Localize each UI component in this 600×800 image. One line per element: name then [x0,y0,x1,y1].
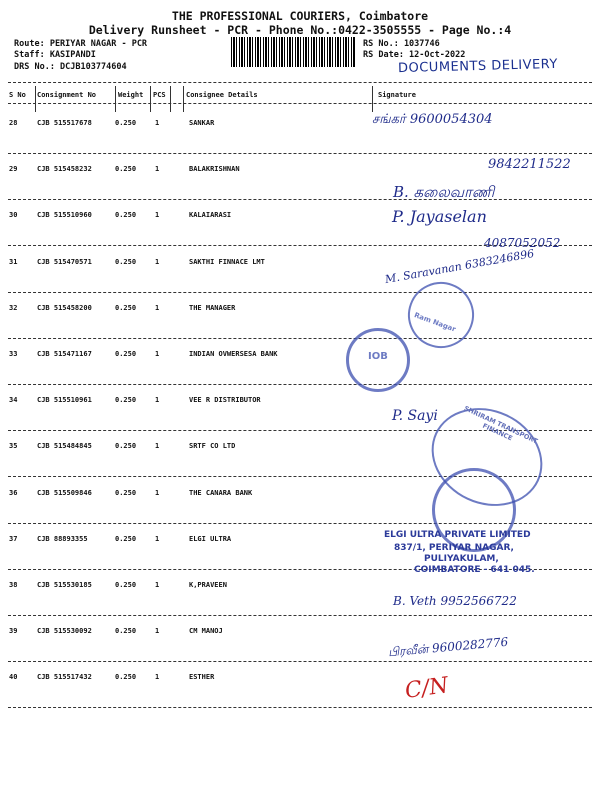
row-weight: 0.250 [115,442,137,451]
row-consignment: CJB 515510961 [37,396,92,405]
documents-delivery-stamp: DOCUMENTS DELIVERY [397,56,559,77]
row-consignment: CJB 515458200 [37,303,92,312]
barcode [231,37,356,67]
row-consignee: KALAIARASI [189,211,232,220]
bank-stamp [399,273,484,358]
row-consignment: CJB 88893355 [37,534,88,543]
row-consignment: CJB 515510960 [37,211,92,220]
row-sno: 35 [9,442,18,451]
row-consignment: CJB 515470571 [37,257,92,266]
row-pcs: 1 [155,119,160,127]
col-sep [372,86,373,112]
signature-31: 4087052052 [484,236,561,250]
row-pcs: 1 [155,673,160,682]
signature-30b: P. Jayaselan [392,207,487,226]
iob-stamp [346,328,410,392]
signature-38: B. Veth 9952566722 [393,594,517,608]
row-consignee: THE MANAGER [189,303,236,312]
company-title: THE PROFESSIONAL COURIERS, Coimbatore [171,9,429,23]
row-weight: 0.250 [115,303,137,312]
row-sno: 30 [9,211,18,220]
row-sno: 38 [9,581,18,589]
row-consignment: CJB 515484845 [37,442,92,451]
row-consignee: VEE R DISTRIBUTOR [189,396,261,405]
row-consignee: CM MANOJ [189,627,223,636]
row-consignee: BALAKRISHNAN [189,165,240,174]
row-weight: 0.250 [115,627,137,636]
rs-date: RS Date: 12-Oct-2022 [363,50,466,60]
col-sep [150,86,151,112]
stamp-text: ELGI ULTRA PRIVATE LIMITED [384,530,531,540]
rs-number: RS No.: 1037746 [363,39,440,49]
route-label: Route: PERIYAR NAGAR - PCR [14,39,148,49]
row-sno: 32 [9,303,18,312]
col-sno: S No [9,91,26,99]
stamp-text: COIMBATORE - 641 045. [414,565,535,575]
row-consignee: K,PRAVEEN [189,581,227,589]
row-pcs: 1 [155,303,160,312]
signature-39: பிரவீன் 9600282776 [387,634,509,660]
row-consignee: SANKAR [189,119,215,127]
row-pcs: 1 [155,627,160,636]
row-consignment: CJB 515517678 [37,119,92,127]
divider [8,103,592,104]
row-divider [8,338,592,339]
row-weight: 0.250 [115,119,137,127]
row-pcs: 1 [155,534,160,543]
col-pcs: PCS [153,91,166,99]
row-weight: 0.250 [115,211,137,220]
divider [8,82,592,83]
row-consignee: ELGI ULTRA [189,534,232,543]
row-pcs: 1 [155,165,160,174]
row-pcs: 1 [155,396,160,405]
row-divider [8,707,592,708]
row-divider [8,384,592,385]
row-weight: 0.250 [115,396,137,405]
col-sep [115,86,116,112]
row-consignment: CJB 515530092 [37,627,92,636]
staff-label: Staff: KASIPANDI [14,50,96,60]
col-sep [183,86,184,112]
row-consignee: INDIAN OVWERSESA BANK [189,350,278,358]
row-pcs: 1 [155,211,160,220]
row-sno: 34 [9,396,18,405]
row-pcs: 1 [155,581,160,589]
row-pcs: 1 [155,488,160,497]
row-weight: 0.250 [115,257,137,266]
signature-29: 9842211522 [488,157,571,172]
row-weight: 0.250 [115,581,137,589]
stamp-text: 837/1, PERIYAR NAGAR, [394,543,514,553]
row-consignee: THE CANARA BANK [189,488,253,497]
row-sno: 36 [9,488,18,497]
row-sno: 33 [9,350,18,358]
col-signature: Signature [378,91,416,99]
row-sno: 28 [9,119,18,127]
stamp-text: IOB [368,351,388,362]
row-consignment: CJB 515530185 [37,581,92,589]
row-weight: 0.250 [115,534,137,543]
elgi-company-stamp [384,530,535,575]
row-divider [8,661,592,662]
row-sno: 40 [9,673,18,682]
drs-number: DRS No.: DCJB103774604 [14,62,127,72]
row-pcs: 1 [155,350,160,358]
row-weight: 0.250 [115,673,137,682]
signature-31b: M. Saravanan 6383246896 [384,246,536,287]
row-sno: 31 [9,257,18,266]
row-sno: 37 [9,534,18,543]
row-divider [8,153,592,154]
row-divider [8,615,592,616]
col-consignee: Consignee Details [186,91,258,99]
stamp-text: Ram Nagar [413,311,457,334]
col-weight: Weight [118,91,144,99]
col-sep [35,86,36,112]
row-weight: 0.250 [115,488,137,497]
row-consignee: ESTHER [189,673,215,682]
row-consignee: SRTF CO LTD [189,442,236,451]
signature-34: P. Sayi [392,408,438,424]
signature-30: B. கலைவாணி [393,183,495,201]
stamp-text: PULIYAKULAM, [424,554,499,564]
row-consignment: CJB 515471167 [37,350,92,358]
col-consignment: Consignment No [37,91,97,99]
row-consignee: SAKTHI FINNACE LMT [189,257,265,266]
row-consignment: CJB 515517432 [37,673,92,682]
row-sno: 29 [9,165,18,174]
signature-40: C/N [403,673,451,704]
row-weight: 0.250 [115,165,137,174]
runsheet-subtitle: Delivery Runsheet - PCR - Phone No.:0422-3505555 - Page No.:4 [88,23,512,37]
row-sno: 39 [9,627,18,636]
signature-28: சங்கர் 9600054304 [372,112,493,127]
row-consignment: CJB 515509846 [37,488,92,497]
row-weight: 0.250 [115,350,137,358]
row-consignment: CJB 515458232 [37,165,92,174]
row-divider [8,292,592,293]
stamp-text: SHRIRAM TRANSPORT FINANCE [462,404,539,446]
row-pcs: 1 [155,257,160,266]
row-pcs: 1 [155,442,160,451]
col-sep [170,86,171,112]
row-divider [8,199,592,200]
